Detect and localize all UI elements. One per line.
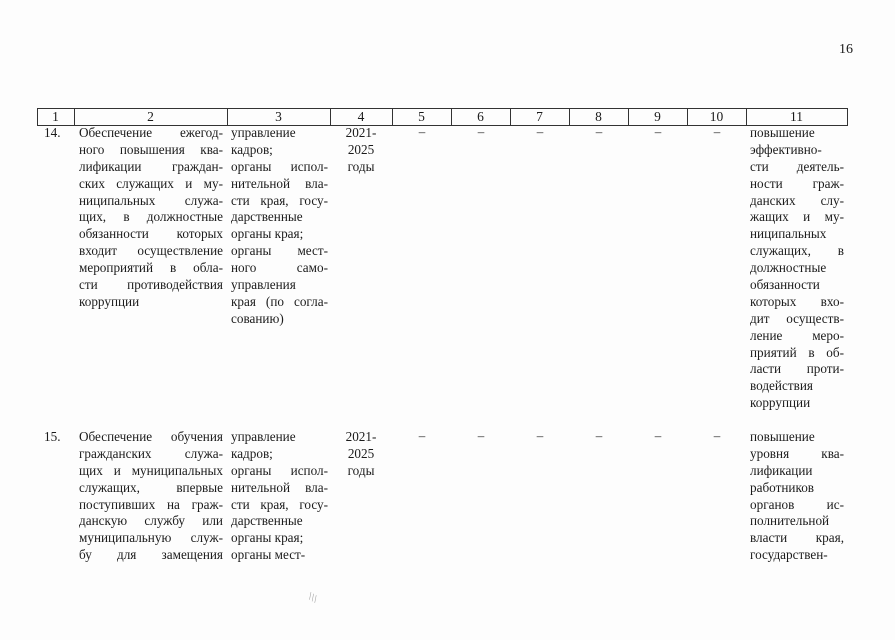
text-line: края (по согла- bbox=[231, 293, 328, 309]
measure-name bbox=[79, 429, 223, 564]
text-line: полнительной bbox=[750, 513, 830, 529]
text-line: ности граж- bbox=[750, 175, 844, 191]
text-line: власти края, bbox=[750, 530, 844, 546]
text-line: кадров; bbox=[231, 445, 273, 461]
text-line: органы края; bbox=[231, 530, 304, 546]
text-line: 2025 bbox=[347, 141, 375, 157]
header-col-10: 10 bbox=[709, 109, 724, 124]
text-line: годы bbox=[347, 158, 375, 174]
text-line: лификации граждан- bbox=[79, 158, 223, 174]
text-line: ного само- bbox=[231, 260, 328, 276]
text-line: управление bbox=[231, 125, 296, 140]
text-line: 2021- bbox=[345, 125, 377, 140]
text-line: должностные bbox=[750, 260, 827, 276]
executors bbox=[231, 125, 328, 328]
scan-smudge: \\\ bbox=[305, 590, 320, 606]
text-line: уровня ква- bbox=[750, 445, 844, 461]
header-col-2: 2 bbox=[147, 109, 154, 124]
dash-col-10: – bbox=[713, 124, 721, 139]
text-line: служащих, в bbox=[750, 243, 844, 259]
header-col-7: 7 bbox=[536, 109, 543, 124]
dash-col-9: – bbox=[654, 428, 662, 443]
text-line: поступивших на граж- bbox=[79, 496, 223, 512]
text-line: коррупции bbox=[79, 293, 140, 309]
dash-col-8: – bbox=[595, 428, 603, 443]
dash-col-8: – bbox=[595, 124, 603, 139]
text-line: сти края, госу- bbox=[231, 496, 328, 512]
text-line: сти деятель- bbox=[750, 158, 844, 174]
text-line: бу для замещения bbox=[79, 547, 223, 563]
text-line: государствен- bbox=[750, 547, 828, 563]
text-line: обязанности bbox=[750, 277, 820, 293]
text-line: кадров; bbox=[231, 141, 273, 157]
text-line: служащих, впервые bbox=[79, 479, 223, 495]
text-line: сованию) bbox=[231, 310, 284, 326]
text-line: обязанности которых bbox=[79, 226, 223, 242]
text-line: органы края; bbox=[231, 226, 304, 242]
text-line: данскую службу или bbox=[79, 513, 223, 529]
header-col-6: 6 bbox=[477, 109, 484, 124]
text-line: управления bbox=[231, 277, 296, 293]
text-line: органы испол- bbox=[231, 462, 328, 478]
text-line: повышение bbox=[750, 125, 815, 140]
text-line: мероприятий в обла- bbox=[79, 260, 223, 276]
text-line: Обеспечение обучения bbox=[79, 429, 223, 444]
dash-col-10: – bbox=[713, 428, 721, 443]
dash-col-7: – bbox=[536, 428, 544, 443]
text-line: дарственные bbox=[231, 513, 303, 529]
text-line: ниципальных служа- bbox=[79, 192, 223, 208]
dash-col-6: – bbox=[477, 124, 485, 139]
result bbox=[750, 125, 844, 412]
header-col-3: 3 bbox=[275, 109, 282, 124]
text-line: дарственные bbox=[231, 209, 303, 225]
text-line: гражданских служа- bbox=[79, 445, 223, 461]
row-number: 14. bbox=[44, 125, 61, 140]
text-line: которых вхо- bbox=[750, 293, 844, 309]
text-line: ниципальных bbox=[750, 226, 827, 242]
text-line: годы bbox=[347, 462, 375, 478]
dash-col-6: – bbox=[477, 428, 485, 443]
text-line: лификации bbox=[750, 462, 813, 478]
text-line: муниципальную служ- bbox=[79, 530, 223, 546]
dash-col-5: – bbox=[418, 428, 426, 443]
text-line: органы мест- bbox=[231, 243, 328, 259]
text-line: ласти проти- bbox=[750, 361, 844, 377]
text-line: управление bbox=[231, 429, 296, 444]
header-col-11: 11 bbox=[790, 109, 803, 124]
text-line: эффективно- bbox=[750, 141, 822, 157]
row-number: 15. bbox=[44, 429, 61, 444]
header-col-9: 9 bbox=[654, 109, 661, 124]
text-line: ного повышения ква- bbox=[79, 141, 223, 157]
text-line: Обеспечение ежегод- bbox=[79, 125, 223, 140]
header-col-5: 5 bbox=[418, 109, 425, 124]
dash-col-7: – bbox=[536, 124, 544, 139]
executors bbox=[231, 429, 328, 564]
text-line: водействия bbox=[750, 378, 813, 394]
header-col-4: 4 bbox=[357, 109, 365, 124]
text-line: коррупции bbox=[750, 395, 811, 411]
text-line: дит осуществ- bbox=[750, 310, 844, 326]
text-line: органы испол- bbox=[231, 158, 328, 174]
term bbox=[333, 125, 389, 176]
text-line: нительной вла- bbox=[231, 175, 328, 191]
text-line: ление меро- bbox=[750, 327, 844, 343]
result bbox=[750, 429, 844, 564]
measure-name bbox=[79, 125, 223, 311]
text-line: 2025 bbox=[347, 445, 375, 461]
term bbox=[333, 429, 389, 480]
header-col-8: 8 bbox=[595, 109, 602, 124]
text-line: щих, в должностные bbox=[79, 209, 223, 225]
text-line: ских служащих и му- bbox=[79, 175, 223, 191]
text-line: приятий в об- bbox=[750, 344, 844, 360]
text-line: сти края, госу- bbox=[231, 192, 328, 208]
page-number: 16 bbox=[839, 42, 853, 57]
text-line: жащих и му- bbox=[750, 209, 844, 225]
text-line: органы мест- bbox=[231, 547, 306, 563]
text-line: нительной вла- bbox=[231, 479, 328, 495]
text-line: входит осуществление bbox=[79, 243, 223, 259]
text-line: работников bbox=[750, 479, 815, 495]
text-line: щих и муниципальных bbox=[79, 462, 223, 478]
header-col-1: 1 bbox=[52, 109, 59, 124]
text-line: сти противодействия bbox=[79, 277, 223, 293]
text-line: повышение bbox=[750, 429, 815, 444]
text-line: 2021- bbox=[345, 429, 377, 444]
dash-col-5: – bbox=[418, 124, 426, 139]
text-line: органов ис- bbox=[750, 496, 844, 512]
text-line: данских слу- bbox=[750, 192, 844, 208]
dash-col-9: – bbox=[654, 124, 662, 139]
